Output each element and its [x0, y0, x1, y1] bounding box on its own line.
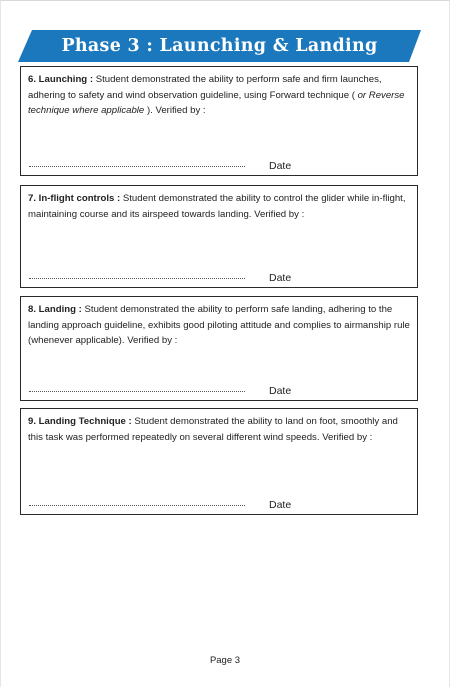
page-number: Page 3	[209, 655, 241, 666]
section-body-end: ). Verified by :	[144, 105, 206, 116]
section-text	[28, 191, 410, 222]
date-label: Date	[269, 385, 292, 397]
section-heading: 8. Landing :	[28, 304, 82, 315]
section-text	[28, 72, 410, 119]
verification-row	[29, 497, 409, 511]
phase-banner	[18, 30, 421, 62]
date-label: Date	[269, 272, 292, 284]
section-heading: 9. Landing Technique :	[28, 416, 132, 427]
verification-row	[29, 270, 409, 284]
section-body: Student demonstrated the ability to perform safe and firm launches, adhering to safety and wind observation guideline, using Forward technique (	[28, 74, 382, 101]
section-body: Student demonstrated the ability to perform safe landing, adhering to the landing approach guideline, exhibits good piloting attitude and complies to airmanship rule (whenever applicable). Verified by :	[28, 304, 410, 346]
phase-title: Phase 3 : Launching & Landing	[61, 36, 378, 56]
section-body: Student demonstrated the ability to control the glider while in-flight, maintaining course and its airspeed towards landing. Verified by :	[28, 193, 406, 220]
verification-row	[29, 158, 409, 172]
signature-line	[29, 278, 245, 279]
section-landing	[20, 296, 418, 401]
section-launching	[20, 66, 418, 176]
section-in-flight-controls	[20, 185, 418, 288]
section-body-italic: or Reverse technique where applicable	[28, 89, 405, 116]
date-label: Date	[269, 499, 292, 511]
section-heading: 7. In-flight controls :	[28, 193, 121, 204]
signature-line	[29, 505, 245, 506]
verification-row	[29, 383, 409, 397]
date-label: Date	[269, 160, 292, 172]
section-landing-technique	[20, 408, 418, 515]
section-body: Student demonstrated the ability to land on foot, smoothly and this task was performed repeatedly on several different wind speeds. Verified by :	[28, 416, 398, 443]
section-heading: 6. Launching :	[28, 74, 94, 85]
section-text	[28, 414, 410, 445]
signature-line	[29, 391, 245, 392]
signature-line	[29, 166, 245, 167]
section-text	[28, 302, 410, 349]
